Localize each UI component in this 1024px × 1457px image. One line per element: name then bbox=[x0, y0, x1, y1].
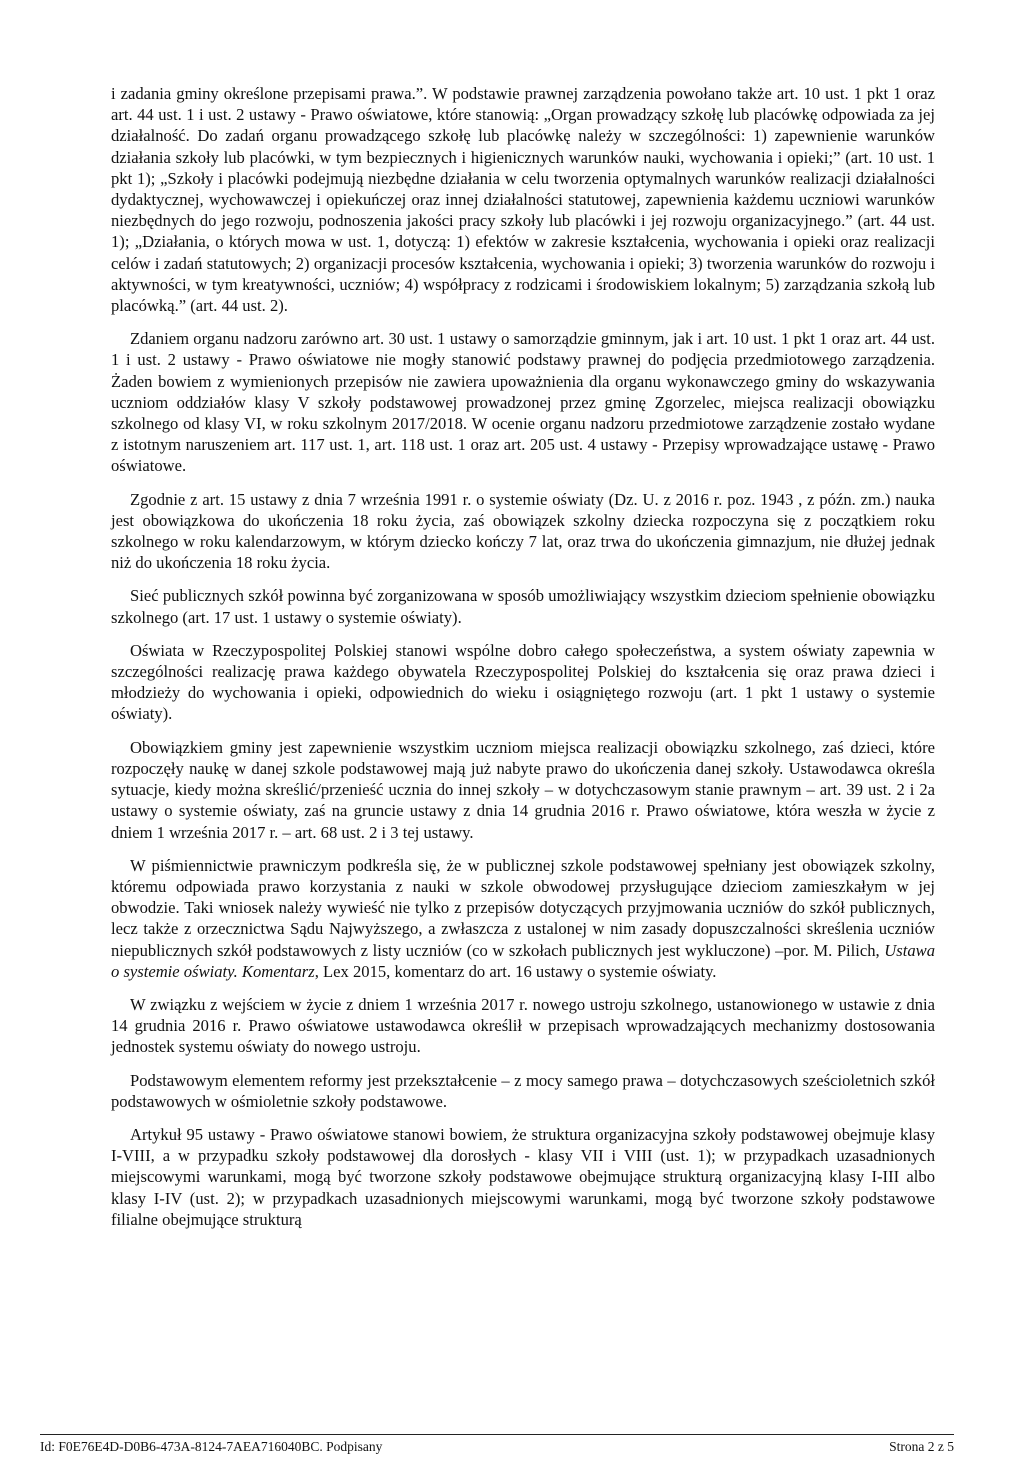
paragraph bbox=[111, 83, 935, 316]
paragraph-text: Zgodnie z art. 15 ustawy z dnia 7 września 1991 r. o systemie oświaty (Dz. U. z 2016 r. poz. 1943 , z późn. zm.) nauka jest obowiązkowa do ukończenia 18 roku życia, zaś obowiązek szkolny dziecka rozpoczyna się z początkiem roku szkolnego w roku kalendarzowym, w którym dziecko kończy 7 lat, oraz trwa do ukończenia gimnazjum, nie dłużej jednak niż do ukończenia 18 roku życia. bbox=[111, 489, 935, 573]
paragraph-text: Zdaniem organu nadzoru zarówno art. 30 ust. 1 ustawy o samorządzie gminnym, jak i art. 10 ust. 1 pkt 1 oraz art. 44 ust. 1 i ust. 2 ustawy - Prawo oświatowe nie mogły stanowić podstawy prawnej do podjęcia przedmiotowego zarządzenia. Żaden bowiem z wymienionych przepisów nie zawiera upoważnienia dla organu wykonawczego gminy do wskazywania uczniom oddziałów klasy V szkoły podstawowej prowadzonej przez gminę Zgorzelec, miejsca realizacji obowiązku szkolnego od klasy VI, w roku szkolnym 2017/2018. W ocenie organu nadzoru przedmiotowe zarządzenie zostało wydane z istotnym naruszeniem art. 117 ust. 1, art. 118 ust. 1 oraz art. 205 ust. 4 ustawy - Przepisy wprowadzające ustawę - Prawo oświatowe. bbox=[111, 329, 935, 476]
paragraph bbox=[111, 585, 935, 627]
page-number: Strona 2 z 5 bbox=[889, 1439, 954, 1454]
paragraph-text: W piśmiennictwie prawniczym podkreśla się, że w publicznej szkole podstawowej spełniany jest obowiązek szkolny, któremu odpowiada prawo korzystania z nauki w szkole obwodowej przysługujące dzieciom zamieszkałym w jej obwodzie. Taki wniosek należy wywieść nie tylko z przepisów dotyczących przyjmowania uczniów do szkół publicznych, lecz także z orzecznictwa Sądu Najwyższego, a zwłaszcza z ustalonej w nim zasady dopuszczalności skreślenia uczniów niepublicznych szkół podstawowych z listy uczniów (co w szkołach publicznych jest wykluczone) –por. M. Pilich, bbox=[111, 855, 935, 960]
paragraph bbox=[111, 1070, 935, 1112]
paragraph bbox=[111, 640, 935, 725]
paragraph-text: Sieć publicznych szkół powinna być zorganizowana w sposób umożliwiający wszystkim dzieciom spełnienie obowiązku szkolnego (art. 17 ust. 1 ustawy o systemie oświaty). bbox=[111, 586, 935, 627]
paragraph bbox=[111, 737, 935, 843]
footer-divider bbox=[40, 1434, 954, 1435]
paragraph-text: W związku z wejściem w życie z dniem 1 września 2017 r. nowego ustroju szkolnego, ustanowionego w ustawie z dnia 14 grudnia 2016 r. Prawo oświatowe ustawodawca określił w przepisach wprowadzających mechanizmy dostosowania jednostek systemu oświaty do nowego ustroju. bbox=[111, 994, 935, 1057]
paragraph-text: Oświata w Rzeczypospolitej Polskiej stanowi wspólne dobro całego społeczeństwa, a system oświaty zapewnia w szczególności realizację prawa każdego obywatela Rzeczypospolitej Polskiej do kształcenia się oraz prawa dzieci i młodzieży do wychowania i opieki, odpowiednich do wieku i osiągniętego rozwoju (art. 1 pkt 1 ustawy o systemie oświaty). bbox=[111, 640, 935, 724]
paragraph bbox=[111, 489, 935, 574]
italic-citation: Ustawa o systemie oświaty. Komentarz bbox=[111, 940, 935, 981]
paragraph-text: Artykuł 95 ustawy - Prawo oświatowe stanowi bowiem, że struktura organizacyjna szkoły podstawowej obejmuje klasy I-VIII, a w przypadku szkoły podstawowej dla dorosłych - klasy VII i VIII (ust. 1); w przypadkach uzasadnionych miejscowymi warunkami, mogą być tworzone szkoły podstawowe obejmujące strukturą organizacyjną klasy I-III albo klasy I-IV (ust. 2); w przypadkach uzasadnionych miejscowymi warunkami, mogą być tworzone szkoły podstawowe filialne obejmujące strukturą bbox=[111, 1124, 935, 1229]
paragraph bbox=[111, 855, 935, 982]
paragraph bbox=[111, 1124, 935, 1230]
paragraph bbox=[111, 328, 935, 476]
paragraph-text: i zadania gminy określone przepisami prawa.”. W podstawie prawnej zarządzenia powołano także art. 10 ust. 1 pkt 1 oraz art. 44 ust. 1 i ust. 2 ustawy - Prawo oświatowe, które stanowią: „Organ prowadzący szkołę lub placówkę odpowiada za jej działalność. Do zadań organu prowadzącego szkołę lub placówkę należy w szczególności: 1) zapewnienie warunków działania szkoły lub placówki, w tym bezpiecznych i higienicznych warunków nauki, wychowania i opieki;” (art. 10 ust. 1 pkt 1); „Szkoły i placówki podejmują niezbędne działania w celu tworzenia optymalnych warunków realizacji działalności dydaktycznej, wychowawczej i opiekuńczej oraz innej działalności statutowej, zapewnienia każdemu uczniowi warunków niezbędnych do jego rozwoju, podnoszenia jakości pracy szkoły lub placówki i jej rozwoju organizacyjnego.” (art. 44 ust. 1); „Działania, o których mowa w ust. 1, dotyczą: 1) efektów w zakresie kształcenia, wychowania i opieki oraz realizacji celów i zadań statutowych; 2) organizacji procesów kształcenia, wychowania i opieki; 3) tworzenia warunków do rozwoju i aktywności, w tym kreatywności, uczniów; 4) współpracy z rodzicami i środowiskiem lokalnym; 5) zarządzania szkołą lub placówką.” (art. 44 ust. 2). bbox=[111, 84, 935, 316]
paragraph bbox=[111, 994, 935, 1058]
page-footer bbox=[40, 1439, 954, 1457]
paragraph-text: Podstawowym elementem reformy jest przekształcenie – z mocy samego prawa – dotychczasowych sześcioletnich szkół podstawowych w ośmioletnie szkoły podstawowe. bbox=[111, 1070, 935, 1111]
document-body bbox=[111, 83, 935, 1242]
document-id: Id: F0E76E4D-D0B6-473A-8124-7AEA716040BC. Podpisany bbox=[40, 1439, 383, 1454]
paragraph-text: , Lex 2015, komentarz do art. 16 ustawy o systemie oświaty. bbox=[314, 961, 717, 981]
paragraph-text: Obowiązkiem gminy jest zapewnienie wszystkim uczniom miejsca realizacji obowiązku szkolnego, zaś dzieci, które rozpoczęły naukę w danej szkole podstawowej mają już nabyte prawo do ukończenia danej szkoły. Ustawodawca określa sytuacje, kiedy można skreślić/przenieść ucznia do innej szkoły – w dotychczasowym stanie prawnym – art. 39 ust. 2 i 2a ustawy o systemie oświaty, zaś na gruncie ustawy z dnia 14 grudnia 2016 r. Prawo oświatowe, która weszła w życie z dniem 1 września 2017 r. – art. 68 ust. 2 i 3 tej ustawy. bbox=[111, 737, 935, 842]
